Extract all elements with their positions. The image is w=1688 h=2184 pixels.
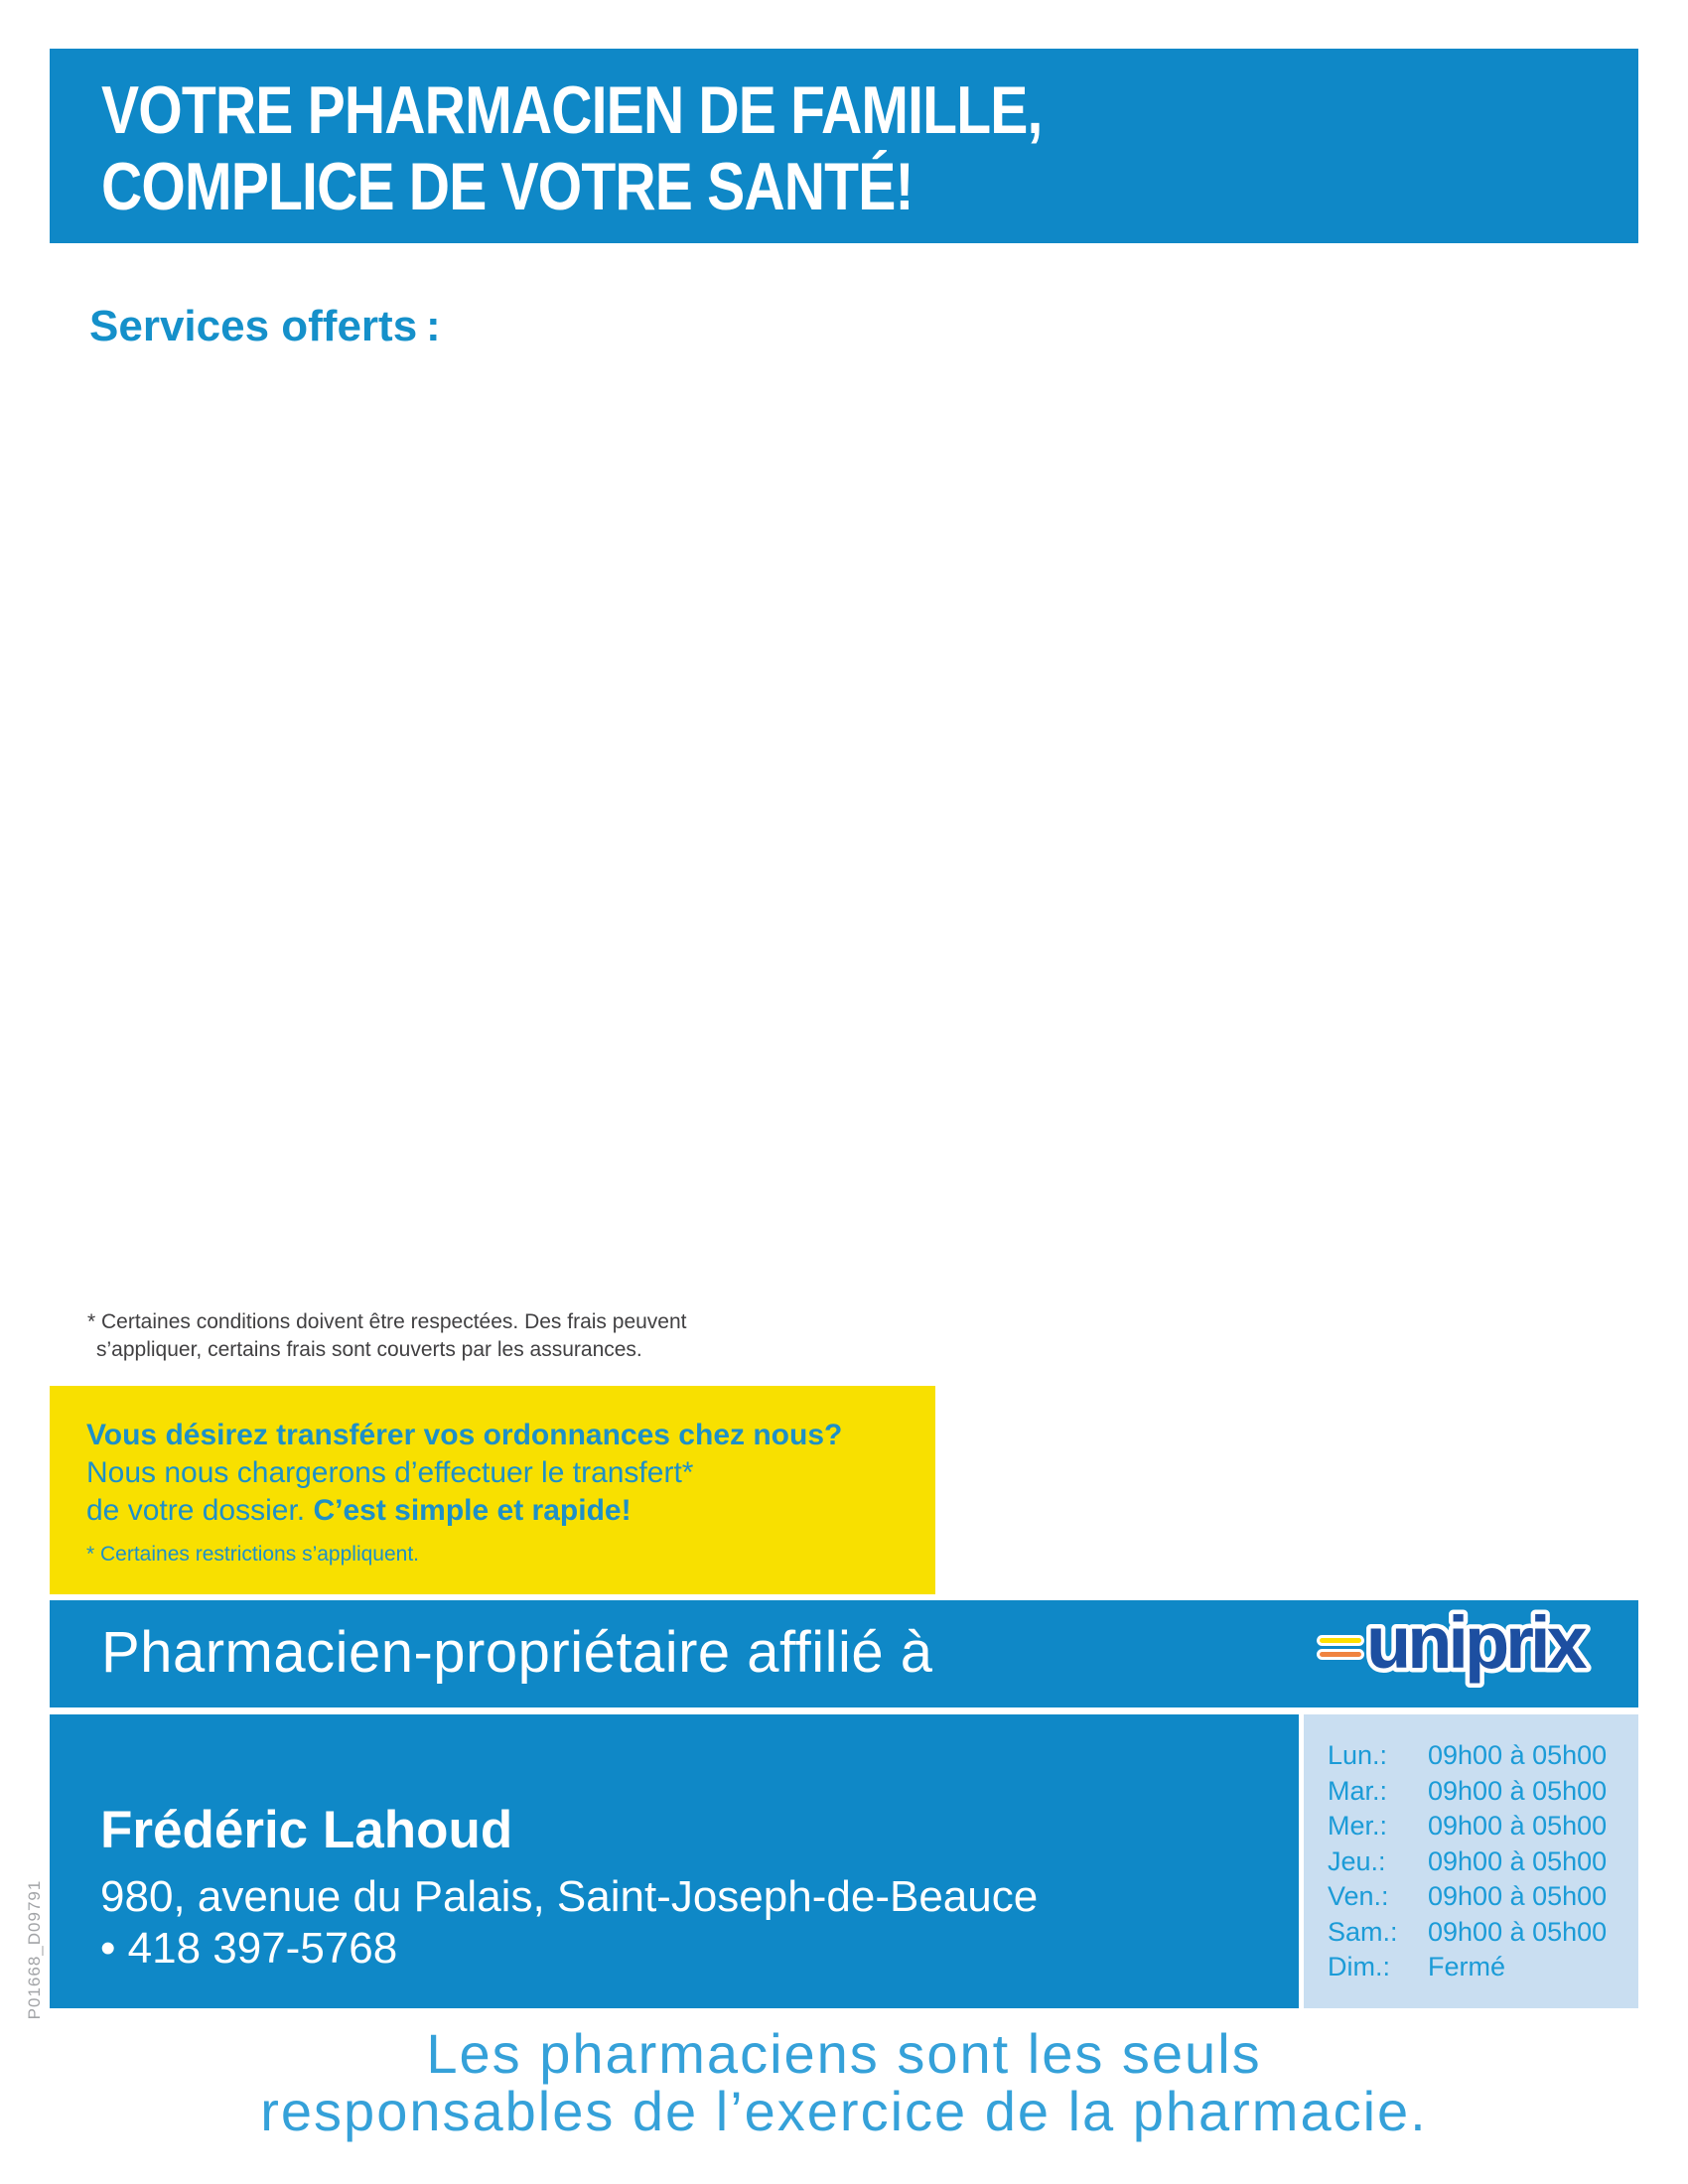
pharmacist-name: Frédéric Lahoud [100,1801,513,1859]
hours-day-label: Mer.: [1328,1811,1388,1841]
hours-row-sunday [1328,1950,1638,1985]
hours-time-value: 09h00 à 05h00 [1428,1740,1608,1770]
transfer-body-line2: Nous nous chargerons d’effectuer le transfert* [86,1456,694,1489]
hours-row-saturday [1328,1915,1638,1951]
prescription-transfer-box [50,1386,935,1594]
responsibility-slogan-line2: responsables de l’exercice de la pharmacie. [260,2080,1428,2142]
pharmacy-phone: • 418 397-5768 [100,1924,398,1973]
uniprix-logo-bars-icon [1317,1635,1364,1660]
conditions-footnote-line2: s’appliquer, certains frais sont couverts par les assurances. [96,1338,642,1361]
hours-day-label: Dim.: [1328,1952,1390,1981]
header-banner [50,49,1638,243]
uniprix-logo-bar-yellow [1317,1635,1364,1646]
hours-day-label: Ven.: [1328,1881,1389,1911]
uniprix-wordmark-text: uniprix [1366,1606,1584,1684]
responsibility-slogan-line1: Les pharmaciens sont les seuls [426,2022,1262,2085]
affiliation-band [50,1600,1638,1707]
banner-headline-line2: COMPLICE DE VOTRE SANTÉ! [101,149,914,224]
uniprix-wordmark [1358,1606,1617,1702]
contact-block [50,1714,1299,2008]
hours-time-value: 09h00 à 05h00 [1428,1845,1608,1876]
opening-hours-panel [1304,1714,1638,2008]
banner-headline-line1: VOTRE PHARMACIEN DE FAMILLE, [101,72,1043,148]
hours-time-value: 09h00 à 05h00 [1428,1881,1608,1911]
hours-row-tuesday [1328,1774,1638,1810]
conditions-footnote [87,1308,687,1364]
hours-row-wednesday [1328,1809,1638,1844]
hours-row-friday [1328,1879,1638,1915]
transfer-headline: Vous désirez transférer vos ordonnances chez nous? [86,1419,843,1451]
hours-time-value: Fermé [1428,1952,1506,1981]
hours-day-label: Mar.: [1328,1775,1388,1806]
responsibility-slogan [0,2022,1688,2142]
hours-row-monday [1328,1738,1638,1774]
hours-day-label: Sam.: [1328,1916,1398,1947]
transfer-body-line3 [86,1492,935,1530]
transfer-body-line3-regular: de votre dossier. [86,1494,314,1527]
uniprix-logo [1317,1606,1617,1702]
conditions-footnote-line1: * Certaines conditions doivent être respectées. Des frais peuvent [87,1310,687,1333]
transfer-disclaimer: * Certaines restrictions s’appliquent. [86,1543,419,1566]
hours-time-value: 09h00 à 05h00 [1428,1916,1608,1947]
hours-time-value: 09h00 à 05h00 [1428,1775,1608,1806]
pharmacy-address: 980, avenue du Palais, Saint-Joseph-de-Beauce [100,1872,1039,1921]
services-heading: Services offerts : [89,302,441,350]
hours-day-label: Jeu.: [1328,1845,1386,1876]
hours-time-value: 09h00 à 05h00 [1428,1811,1608,1841]
print-code: P01668_D09791 [25,1879,44,2020]
transfer-body-line3-bold: C’est simple et rapide! [313,1494,632,1527]
affiliation-label: Pharmacien-propriétaire affilié à [101,1620,933,1686]
hours-day-label: Lun.: [1328,1740,1388,1770]
uniprix-logo-bar-orange [1317,1649,1364,1660]
banner-headline [101,72,1043,225]
hours-row-thursday [1328,1844,1638,1880]
